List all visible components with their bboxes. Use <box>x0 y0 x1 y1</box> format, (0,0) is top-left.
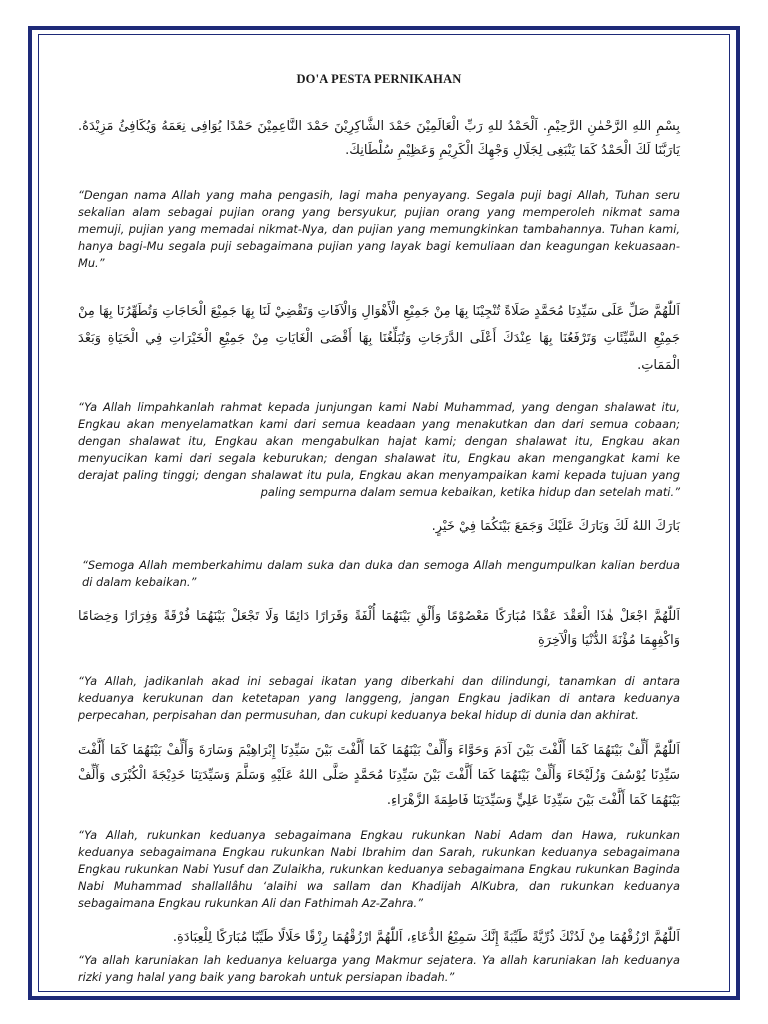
translation-opening: “Dengan nama Allah yang maha pengasih, lagi maha penyayang. Segala puji bagi Allah, Tuhan seru sekalian alam sebagai pujian orang yang bersyukur, pujian orang yang memperoleh nikmat sama memuji, pujian yang memadai nikmat-Nya, dan pujian yang memungkinkan tambahannya. Tuhan kami, hanya bagi-Mu segala puji sebagaimana pujian yang layak bagi kemuliaan dan keagungan kekuasaan-Mu.” <box>78 188 680 270</box>
arabic-rizki: اَللّٰهُمَّ ارْزُقْهُمَا مِنْ لَدُنْكَ ذُرِّيَّةً طَيِّبَةً إِنَّكَ سَمِيْعُ الدُّعَاءِ، اَللّٰهُمَّ ارْزُقْهُمَا رِزْقًا حَلَالًا طَيِّبًا مُبَارَكًا لِلْعِبَادَةِ. <box>172 930 680 945</box>
document-page <box>78 64 680 986</box>
translation-rukunkan: “Ya Allah, rukunkan keduanya sebagaimana Engkau rukunkan Nabi Adam dan Hawa, rukunkan keduanya sebagaimana Engkau rukunkan Nabi Ibrahim dan Sarah, rukunkan keduanya sebagaimana Engkau rukunkan Nabi Yusuf dan Zulaikha, rukunkan keduanya sebagaimana Engkau rukunkan Baginda Nabi Muhammad shallallâhu ‘alaihi wa sallam dan Khadijah AlKubra, dan rukunkan keduanya sebagaimana Engkau rukunkan Ali dan Fathimah Az-Zahra.” <box>78 828 680 910</box>
translation-barakallah: “Semoga Allah memberkahimu dalam suka dan duka dan semoga Allah mengumpulkan kalian berdua di dalam kebaikan.” <box>82 558 680 589</box>
translation-akad: “Ya Allah, jadikanlah akad ini sebagai ikatan yang diberkahi dan dilindungi, tanamkan di antara keduanya kerukunan dan ketetapan yang langgeng, jangan Engkau jadikan di antara keduanya perpecahan, perpisahan dan permusuhan, dan cukupi keduanya bekal hidup di dunia dan akhirat. <box>78 674 680 722</box>
arabic-shalawat: اَللّٰهُمَّ صَلِّ عَلَى سَيِّدِنَا مُحَمَّدٍ صَلَاةً تُنْجِيْنَا بِهَا مِنْ جَمِيْعِ الْأَهْوَالِ وَالْآفَاتِ وَتَقْضِيْ لَنَا بِهَا جَمِيْعَ الْحَاجَاتِ وَتُطَهِّرُنَا بِهَا مِنْ جَمِيْعِ السَّيِّئَاتِ وَتَرْفَعُنَا بِهَا عِنْدَكَ أَعْلَى الدَّرَجَاتِ وَتُبَلِّغُنَا بِهَا أَقْصَى الْغَايَاتِ مِنْ جَمِيْعِ الْخَيْرَاتِ فِي الْحَيَاةِ وَبَعْدَ الْمَمَاتِ. <box>78 304 680 373</box>
document-title: DO'A PESTA PERNIKAHAN <box>296 72 462 86</box>
arabic-barakallah: بَارَكَ اللهُ لَكَ وَبَارَكَ عَلَيْكَ وَجَمَعَ بَيْنَكُمَا فِيْ خَيْرٍ. <box>431 519 680 534</box>
translation-rizki: “Ya allah karuniakan lah keduanya keluarga yang Makmur sejatera. Ya allah karuniakan lah keduanya rizki yang halal yang baik yang barokah untuk persiapan ibadah.” <box>78 953 680 984</box>
arabic-prayer-opening: بِسْمِ اللهِ الرَّحْمٰنِ الرَّحِيْمِ. اَلْحَمْدُ للهِ رَبِّ الْعَالَمِيْنَ حَمْدَ الشَّاكِرِيْنَ حَمْدَ النَّاعِمِيْنَ حَمْدًا يُوَافِى نِعَمَهُ وَيُكَافِئُ مَزِيْدَهُ. يَارَبَّنَا لَكَ الْحَمْدُ كَمَا يَنْبَغِى لِجَلَالِ وَجْهِكَ الْكَرِيْمِ وَعَظِيْمِ سُلْطَانِكَ. <box>78 119 680 158</box>
arabic-rukunkan: اَللّٰهُمَّ أَلِّفْ بَيْنَهُمَا كَمَا أَلَّفْتَ بَيْنَ آدَمَ وَحَوَّاءَ وَأَلِّفْ بَيْنَهُمَا كَمَا أَلَّفْتَ بَيْنَ سَيِّدِنَا إِبْرَاهِيْمَ وَسَارَةَ وَأَلِّفْ بَيْنَهُمَا كَمَا أَلَّفْتَ سَيِّدِنَا يُوْسُفَ وَزُلَيْخَاءَ وَأَلِّفْ بَيْنَهُمَا كَمَا أَلَّفْتَ بَيْنَ سَيِّدِنَا مُحَمَّدٍ صَلَّى اللهُ عَلَيْهِ وَسَلَّمَ وَسَيِّدَتِنَا خَدِيْجَةَ الْكُبْرَى وَأَلِّفْ بَيْنَهُمَا كَمَا أَلَّفْتَ بَيْنَ سَيِّدِنَا عَلِيٍّ وَسَيِّدَتِنَا فَاطِمَةَ الزَّهْرَاءِ. <box>78 743 680 808</box>
translation-shalawat: “Ya Allah limpahkanlah rahmat kepada junjungan kami Nabi Muhammad, yang dengan shalawat itu, Engkau akan menyelamatkan kami dari semua keadaan yang menakutkan dan dari semua cobaan; dengan shalawat itu, Engkau akan mengabulkan hajat kami; dengan shalawat itu, Engkau akan menyucikan kami dari segala keburukan; dengan shalawat itu, Engkau akan mengangkat kami ke derajat paling tinggi; dengan shalawat itu pula, Engkau akan menyampaikan kami kepada tujuan yang paling sempurna dalam semua kebaikan, ketika hidup dan setelah mati.” <box>78 400 680 499</box>
arabic-akad: اَللّٰهُمَّ اجْعَلْ هٰذَا الْعَقْدَ عَقْدًا مُبَارَكًا مَعْصُوْمًا وَأَلْقِ بَيْنَهُمَا أُلْفَةً وَقَرَارًا دَائِمًا وَلَا تَجْعَلْ بَيْنَهُمَا فُرْقَةً وَفِرَارًا وَخِصَامًا وَاكْفِهِمَا مُؤْنَةَ الدُّنْيَا وَالْآخِرَةِ <box>78 609 680 648</box>
